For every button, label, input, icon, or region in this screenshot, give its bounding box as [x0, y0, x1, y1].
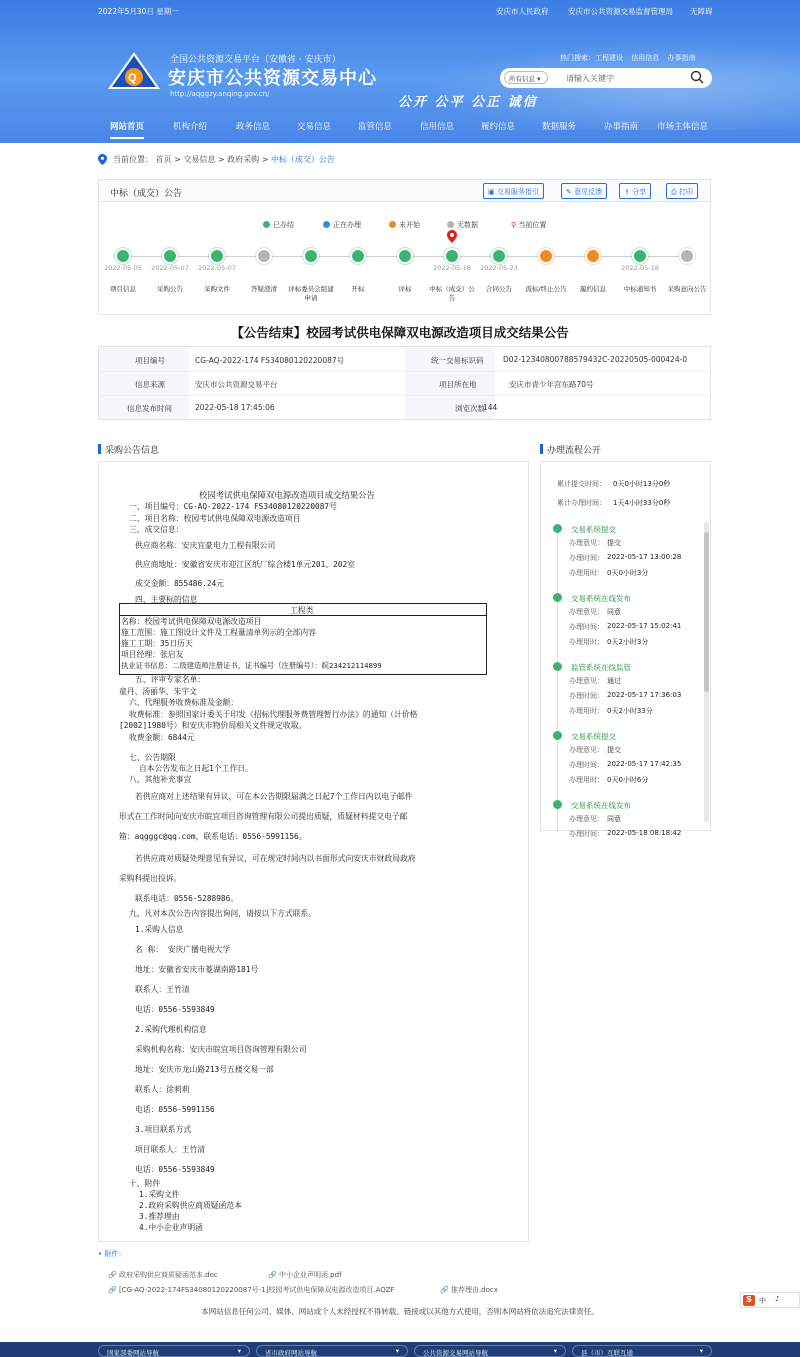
attachments-label: • 附件： [98, 1250, 126, 1258]
hot-item-guide[interactable]: 办事指南 [667, 54, 696, 62]
content-line: 若供应商对上述结果有异议，可在本公告期限届满之日起7个工作日内以电子邮件 [135, 792, 413, 801]
content-line: 1.采购文件 [139, 1190, 180, 1199]
breadcrumb-separator: > [174, 155, 181, 164]
timeline-node[interactable] [587, 250, 599, 262]
submit-time-value: 0天0小时13分0秒 [613, 480, 671, 488]
select-label: 公共资源交易网站导航 [423, 1349, 488, 1357]
search-scope-select[interactable]: 所有信息 ▾ [504, 71, 548, 84]
check-circle-icon [553, 731, 562, 740]
timeline-node[interactable] [352, 250, 364, 262]
flow-time-label: 办理时间： [569, 761, 604, 769]
nav-guide[interactable]: 办事指南 [604, 122, 639, 132]
content-line: 供应商地址：安徽省安庆市迎江区纸厂综合楼1单元201、202室 [135, 560, 355, 569]
chevron-down-icon: ▾ [395, 1347, 399, 1355]
hot-search-label: 热门搜索： [560, 54, 595, 62]
legend-done [263, 220, 294, 230]
input-method-label: 中 [759, 1297, 766, 1305]
flow-duration-label: 办理用时： [569, 638, 604, 646]
announcement-title: 【公告结束】校园考试供电保障双电源改造项目成交结果公告 [231, 325, 569, 340]
done-dot-icon [263, 221, 270, 228]
content-line: 若供应商对质疑处理意见有异议，可在规定时间内以书面形式向安庆市财政局政府 [135, 854, 416, 863]
content-line: 4.中小企业声明函 [139, 1223, 203, 1232]
nodata-dot-icon [447, 221, 454, 228]
content-line: 形式在工作时间向安庆市皖宜项目咨询管理有限公司提出质疑，质疑材料提交电子邮 [119, 812, 408, 821]
timeline-label[interactable]: 履约信息 [580, 285, 606, 293]
submit-time-label: 累计提交时间： [557, 480, 606, 488]
process-flow-panel [540, 461, 711, 838]
nav-trading[interactable]: 交易信息 [297, 122, 332, 132]
handle-time-value: 1天4小时33分0秒 [613, 499, 671, 507]
select-label: 国家部委网站导航 [107, 1349, 159, 1357]
flow-time-value: 2022-05-17 17:36:03 [607, 691, 682, 699]
nav-supervision[interactable]: 监管信息 [358, 122, 393, 132]
service-guide-button[interactable]: ▣ 交易服务指引 [483, 183, 544, 199]
timeline-date: 2022-05-07 [198, 264, 236, 272]
timeline-date: 2022-05-07 [151, 264, 189, 272]
process-panel [98, 179, 711, 315]
service-guide-label: 交易服务指引 [496, 188, 539, 196]
nav-home[interactable]: 网站首页 [110, 120, 144, 139]
hot-item-credit[interactable]: 信用信息 [631, 54, 660, 62]
content-line: 收费金额：6844元 [129, 733, 195, 742]
content-line: 1.采购人信息 [135, 925, 184, 934]
legend-doing [323, 220, 361, 230]
timeline-label[interactable]: 采购文件 [204, 285, 230, 293]
timeline-node[interactable] [258, 250, 270, 262]
flow-duration-label: 办理用时： [569, 569, 604, 577]
nav-credit[interactable]: 信用信息 [420, 122, 455, 132]
mic-icon[interactable]: ♪ [775, 1295, 780, 1303]
flow-opinion-label: 办理意见： [569, 677, 604, 685]
top-bar [0, 0, 800, 22]
cell-label: 项目编号 [135, 356, 165, 365]
content-line: 电话：0556-5593849 [135, 1005, 215, 1014]
timeline-label[interactable]: 开标 [351, 285, 365, 293]
select-provincial-sites[interactable] [256, 1345, 408, 1357]
timeline-date: 2022-05-23 [480, 264, 518, 272]
content-line: 十、附件 [129, 1179, 161, 1188]
nav-government[interactable]: 政务信息 [236, 122, 271, 132]
attachment-link[interactable]: 🔗 中小企业声明函.pdf [268, 1271, 342, 1279]
breadcrumb-procurement[interactable]: 政府采购 [227, 155, 260, 164]
search-input[interactable]: 请输入关键字 [566, 74, 614, 83]
cell-label: 信息来源 [135, 380, 165, 389]
select-label: 县（市）互联互通 [581, 1349, 633, 1357]
content-line: 2.采购代理机构信息 [135, 1025, 207, 1034]
content-line: 七、公告期限 [129, 753, 176, 762]
flow-duration-label: 办理用时： [569, 707, 604, 715]
content-line: 电话：0556-5593849 [135, 1165, 215, 1174]
check-circle-icon [553, 662, 562, 671]
check-circle-icon [553, 524, 562, 533]
flow-duration-value: 0天0小时6分 [607, 776, 649, 784]
timeline-node[interactable] [493, 250, 505, 262]
content-line: 名 称： 安庆广播电视大学 [135, 945, 231, 954]
current-position-icon [447, 230, 457, 243]
content-line: 2.政府采购供应商质疑函范本 [139, 1201, 242, 1210]
panel-title: 中标（成交）公告 [110, 189, 183, 199]
timeline-label[interactable]: 项目信息 [110, 285, 136, 293]
site-header [0, 0, 800, 143]
cell-value: D02-12340800788579432C-20220505-000424-0 [503, 355, 688, 364]
flow-opinion-value: 同意 [607, 608, 621, 616]
flow-step-name: 交易系统提交 [571, 732, 616, 741]
breadcrumb-label: 当前位置： [113, 155, 153, 164]
timeline-date: 2022-05-18 [621, 264, 659, 272]
slogan: 公开 公平 公正 诚信 [398, 95, 538, 110]
content-line: 成交金额：855486.24元 [135, 579, 225, 588]
row-divider [99, 395, 710, 396]
content-line: 采购机构名称：安庆市皖宜项目咨询管理有限公司 [135, 1045, 307, 1054]
content-line: 四、主要标的信息 [135, 595, 198, 604]
content-line: 项目联系人：王竹清 [135, 1145, 206, 1154]
flow-time-label: 办理时间： [569, 554, 604, 562]
chevron-down-icon: ▾ [237, 1347, 241, 1355]
chevron-down-icon: ▾ [553, 1347, 557, 1355]
select-county-sites[interactable] [572, 1345, 712, 1357]
cell-value: 2022-05-18 17:45:06 [195, 403, 275, 412]
nav-data[interactable]: 数据服务 [542, 122, 577, 132]
nav-performance[interactable]: 履约信息 [481, 122, 516, 132]
flow-duration-value: 0天2小时3分 [607, 638, 649, 646]
bid-line: 项目经理：张启友 [121, 650, 184, 659]
brand-url: http://aqggzy.anqing.gov.cn/ [170, 90, 270, 98]
timeline-label[interactable]: 合同公告 [486, 285, 512, 293]
cell-value: 安庆市青少年宫东路70号 [509, 380, 594, 389]
search-scope-value: 所有信息 [509, 75, 535, 83]
breadcrumb-separator: > [261, 155, 269, 164]
flow-duration-value: 0天2小时33分 [607, 707, 653, 715]
content-line: 联系人：王竹清 [135, 985, 190, 994]
row-divider [99, 371, 710, 372]
content-line: 3.项目联系方式 [135, 1125, 192, 1134]
content-line: 八、其他补充事宜 [129, 775, 192, 784]
doing-dot-icon [323, 221, 330, 228]
feedback-label: 意见反馈 [574, 188, 603, 196]
bid-line: 执业证书信息：二级建造师注册证书，证书编号（注册编号）：皖234212114899 [121, 661, 382, 670]
timeline-label[interactable]: 中标通知书 [623, 285, 657, 293]
attachment-link[interactable]: 🔗 政府采购供应商质疑函范本.doc [108, 1271, 218, 1279]
flow-time-label: 办理时间： [569, 692, 604, 700]
content-line: 自本公告发布之日起1个工作日。 [139, 764, 253, 773]
flow-time-value: 2022-05-17 17:42:35 [607, 760, 682, 768]
content-line: 箱：aqgggc@qq.com，联系电话：0556-5991156。 [119, 832, 307, 841]
location-pin-icon [98, 154, 107, 165]
content-line: 六、代理服务收费标准及金额： [129, 698, 239, 707]
flow-step-name: 交易系统在线发布 [571, 801, 631, 810]
flow-step-name: 交易系统提交 [571, 525, 616, 534]
legend-current-label: 当前位置 [518, 221, 547, 229]
cell-label: 信息发布时间 [127, 404, 172, 413]
timeline-node[interactable] [634, 250, 646, 262]
breadcrumb-separator: > [217, 155, 225, 164]
content-line: 九、凡对本次公告内容提出询问，请按以下方式联系。 [129, 909, 317, 918]
nav-about[interactable]: 机构介绍 [173, 122, 208, 132]
attachment-name: 推荐理由.docx [450, 1286, 498, 1294]
content-line: 童丹、汤丽华、朱宇文 [119, 687, 197, 696]
flow-opinion-value: 提交 [607, 746, 621, 754]
share-label: 分享 [632, 188, 647, 196]
bid-type: 工程类 [290, 606, 314, 615]
cell-label: 统一交易标识码 [431, 356, 484, 365]
check-circle-icon [553, 593, 562, 602]
section-marker [98, 444, 101, 454]
check-circle-icon [553, 800, 562, 809]
timeline-label[interactable]: 答疑澄清 [251, 285, 277, 293]
attachment-name: 政府采购供应商质疑函范本.doc [118, 1271, 218, 1279]
search-icon[interactable] [690, 70, 704, 84]
hot-search [560, 53, 695, 63]
flow-opinion-value: 提交 [607, 539, 621, 547]
brand-subtitle: 全国公共资源交易平台（安徽省 · 安庆市） [170, 55, 341, 65]
attachments-label-text: 附件： [104, 1250, 126, 1258]
svg-text:Q: Q [128, 72, 137, 84]
current-pin-icon: ⚲ [511, 221, 517, 229]
flow-opinion-label: 办理意见： [569, 815, 604, 823]
content-line: 电话：0556-5991156 [135, 1105, 215, 1114]
panel-header [99, 180, 710, 202]
bid-line: 施工工期：35日历天 [121, 639, 193, 648]
flow-opinion-label: 办理意见： [569, 746, 604, 754]
breadcrumb-current: 中标（成交）公告 [270, 155, 335, 164]
timeline-node[interactable] [164, 250, 176, 262]
todo-dot-icon [389, 221, 396, 228]
attachment-link[interactable]: 🔗 [CG-AQ-2022-174FS34080120220087号-1]校园考试供电保障双电源改造项目.AQZF [108, 1286, 395, 1294]
flow-step-name: 监管系统在线监管 [571, 663, 631, 672]
timeline-label[interactable]: 采购公告 [157, 285, 183, 293]
timeline-label[interactable]: 评标委员会组建申请 [288, 285, 334, 302]
attachment-name: [CG-AQ-2022-174FS34080120220087号-1]校园考试供电保障双电源改造项目.AQZF [118, 1286, 395, 1294]
input-method-icon: S [743, 1295, 755, 1306]
flow-duration-label: 办理用时： [569, 776, 604, 784]
select-label: 省市政府网站导航 [265, 1349, 317, 1357]
bid-subject-table [119, 603, 487, 675]
select-trading-sites[interactable] [414, 1345, 566, 1357]
content-line: 一、项目编号：CG-AQ-2022-174 FS34080120220087号 [129, 502, 337, 511]
handle-time-label: 累计办理时间： [557, 499, 606, 507]
hot-item-engineering[interactable]: 工程建设 [595, 54, 623, 62]
content-title: 校园考试供电保障双电源改造项目成交结果公告 [199, 490, 375, 500]
nav-market-entities[interactable]: 市场主体信息 [657, 122, 709, 132]
cell-label: 浏览次数 [455, 404, 485, 413]
project-info-table [98, 346, 711, 420]
timeline-node[interactable] [446, 250, 458, 262]
content-line: 供应商名称：安庆宜豪电力工程有限公司 [135, 541, 276, 550]
timeline-label[interactable]: 评标 [398, 285, 412, 293]
main-nav [0, 112, 800, 142]
select-national-ministries[interactable] [98, 1345, 250, 1357]
content-line: 三、成交信息： [129, 525, 184, 534]
attachment-name: 中小企业声明函.pdf [278, 1271, 342, 1279]
timeline-node[interactable] [211, 250, 223, 262]
print-label: 打印 [678, 188, 693, 196]
flow-time-value: 2022-05-17 13:00:28 [607, 553, 682, 561]
breadcrumb-home[interactable]: 首页 [155, 155, 172, 164]
link-city-government[interactable]: 安庆市人民政府 [496, 7, 549, 16]
content-line: 3.推荐理由 [139, 1212, 180, 1221]
flow-connector [557, 532, 558, 832]
flow-time-value: 2022-05-18 08:18:42 [607, 829, 682, 837]
content-line: 地址：安庆市龙山路213号五楼交易一部 [135, 1065, 274, 1074]
timeline-node[interactable] [117, 250, 129, 262]
flow-time-value: 2022-05-17 15:02:41 [607, 622, 682, 630]
content-line: 采购科提出投诉。 [119, 874, 182, 883]
flow-opinion-label: 办理意见： [569, 608, 604, 616]
cell-value: CG-AQ-2022-174 FS34080120220087号 [195, 356, 345, 365]
chevron-down-icon: ▾ [699, 1347, 703, 1355]
print-button[interactable]: ⎙ 打印 [666, 183, 698, 199]
site-logo-icon[interactable] [108, 52, 160, 92]
flow-opinion-value: 通过 [607, 677, 621, 685]
timeline-node[interactable] [681, 250, 693, 262]
legend-current [511, 220, 546, 230]
flow-scrollbar-thumb[interactable] [704, 532, 709, 692]
announcement-content [98, 461, 529, 1242]
flow-opinion-label: 办理意见： [569, 539, 604, 547]
feedback-button[interactable]: ✎ 意见反馈 [561, 183, 607, 199]
share-button[interactable]: ⇪ 分享 [619, 183, 651, 199]
timeline-label[interactable]: 采购意向公告 [667, 285, 707, 293]
content-line: [2002]1980号）和安庆市物价局相关文件规定收取。 [119, 721, 307, 730]
section-process: 办理流程公开 [547, 446, 602, 456]
brand-title: 安庆市公共资源交易中心 [168, 68, 377, 89]
flow-step-name: 交易系统在线发布 [571, 594, 631, 603]
link-supervision-bureau[interactable]: 安庆市公共资源交易监督管理局 [568, 7, 673, 16]
timeline-label[interactable]: 流标/终止公告 [525, 285, 567, 293]
content-line: 二、项目名称：校园考试供电保障双电源改造项目 [129, 514, 301, 523]
breadcrumb [113, 154, 335, 165]
timeline-date: 2022-05-18 [433, 264, 471, 272]
legend-todo [389, 220, 420, 230]
content-line: 五、评审专家名单： [135, 675, 206, 684]
flow-time-label: 办理时间： [569, 830, 604, 838]
content-line: 联系电话：0556-5288986。 [135, 894, 239, 903]
timeline-date: 2022-05-05 [104, 264, 142, 272]
cell-value: 144 [483, 403, 498, 412]
timeline-node[interactable] [399, 250, 411, 262]
section-procurement-info: 采购公告信息 [105, 446, 160, 456]
content-line: 联系人：徐莉莉 [135, 1085, 190, 1094]
flow-time-label: 办理时间： [569, 623, 604, 631]
legend-nodata [447, 220, 478, 230]
flow-duration-value: 0天0小时3分 [607, 569, 649, 577]
copyright-note: 本网站信息任何公司、媒体、网站或个人未经授权不得转载、链接或以其他方式使用，否则本网站将依法追究法律责任。 [201, 1307, 599, 1316]
bid-line: 施工范围：施工图设计文件及工程量清单列示的全部内容 [121, 628, 316, 637]
content-line: 收费标准：参照国家计委关于印发《招标代理服务费管理暂行办法》的通知（计价格 [129, 710, 418, 719]
legend-nodata-label: 无数据 [457, 221, 478, 229]
link-accessibility[interactable]: 无障碍 [690, 7, 713, 16]
current-date: 2022年5月30日 星期一 [98, 7, 179, 16]
cell-label: 项目所在地 [439, 380, 477, 389]
attachment-link[interactable]: 🔗 推荐理由.docx [440, 1286, 498, 1294]
legend-doing-label: 正在办理 [333, 221, 361, 229]
breadcrumb-trading[interactable]: 交易信息 [183, 155, 216, 164]
legend-done-label: 已办结 [273, 221, 294, 229]
timeline-node[interactable] [305, 250, 317, 262]
timeline-node[interactable] [540, 250, 552, 262]
timeline-label[interactable]: 中标（成交）公告 [429, 285, 475, 302]
legend-todo-label: 未开始 [399, 221, 420, 229]
cell-value: 安庆市公共资源交易平台 [195, 380, 278, 389]
flow-opinion-value: 同意 [607, 815, 621, 823]
section-marker [540, 444, 543, 454]
content-line: 地址：安徽省安庆市菱湖南路181号 [135, 965, 259, 974]
bid-line: 名称：校园考试供电保障双电源改造项目 [121, 617, 262, 626]
